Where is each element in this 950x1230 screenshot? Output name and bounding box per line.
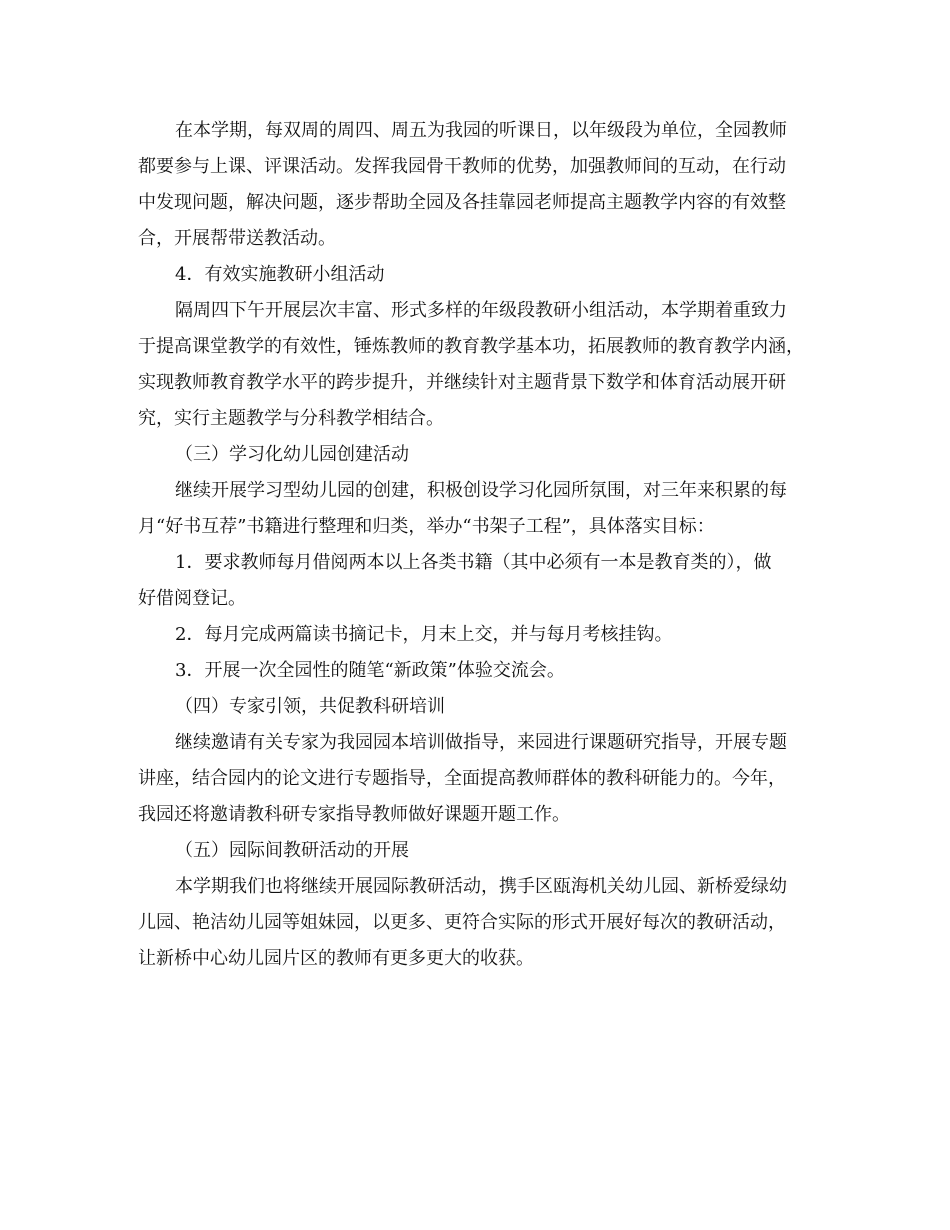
paragraph-line: 继续开展学习型幼儿园的创建，积极创设学习化园所氛围，对三年来积累的每: [175, 480, 787, 501]
paragraph-line: 好借阅登记。: [138, 588, 246, 609]
paragraph-line: 我园还将邀请教科研专家指导教师做好课题开题工作。: [138, 804, 570, 825]
paragraph-line: 在本学期，每双周的周四、周五为我园的听课日，以年级段为单位，全园教师: [175, 120, 787, 141]
paragraph-line: 都要参与上课、评课活动。发挥我园骨干教师的优势，加强教师间的互动，在行动: [138, 156, 786, 177]
paragraph-line: 实现教师教育教学水平的跨步提升，并继续针对主题背景下数学和体育活动展开研: [138, 372, 786, 393]
paragraph-line: 合，开展帮带送教活动。: [138, 228, 336, 249]
section-heading: （四）专家引领，共促教科研培训: [175, 696, 445, 717]
paragraph-line: 月“好书互荐”书籍进行整理和归类，举办“书架子工程”，具体落实目标：: [138, 516, 715, 537]
paragraph-line: 儿园、艳洁幼儿园等姐妹园，以更多、更符合实际的形式开展好每次的教研活动，: [138, 912, 786, 933]
paragraph-line: 中发现问题，解决问题，逐步帮助全园及各挂靠园老师提高主题教学内容的有效整: [138, 192, 786, 213]
paragraph-line: 继续邀请有关专家为我园园本培训做指导，来园进行课题研究指导，开展专题: [175, 732, 787, 753]
list-item: 2．每月完成两篇读书摘记卡，月末上交，并与每月考核挂钩。: [175, 624, 673, 645]
paragraph-line: 本学期我们也将继续开展园际教研活动，携手区瓯海机关幼儿园、新桥爱绿幼: [175, 876, 787, 897]
paragraph-line: 究，实行主题教学与分科教学相结合。: [138, 408, 444, 429]
section-heading: （五）园际间教研活动的开展: [175, 840, 409, 861]
list-item: 3．开展一次全园性的随笔“新政策”体验交流会。: [175, 660, 565, 681]
paragraph-line: 于提高课堂教学的有效性，锤炼教师的教育教学基本功，拓展教师的教育教学内涵，: [138, 336, 804, 357]
paragraph-line: 让新桥中心幼儿园片区的教师有更多更大的收获。: [138, 948, 534, 969]
document-body: [138, 113, 818, 977]
section-heading: （三）学习化幼儿园创建活动: [175, 444, 409, 465]
section-heading: 4．有效实施教研小组活动: [175, 264, 385, 285]
list-item: 1．要求教师每月借阅两本以上各类书籍（其中必须有一本是教育类的），做: [175, 552, 772, 573]
paragraph-line: 讲座，结合园内的论文进行专题指导，全面提高教师群体的教科研能力的。今年，: [138, 768, 786, 789]
paragraph-line: 隔周四下午开展层次丰富、形式多样的年级段教研小组活动，本学期着重致力: [175, 300, 787, 321]
